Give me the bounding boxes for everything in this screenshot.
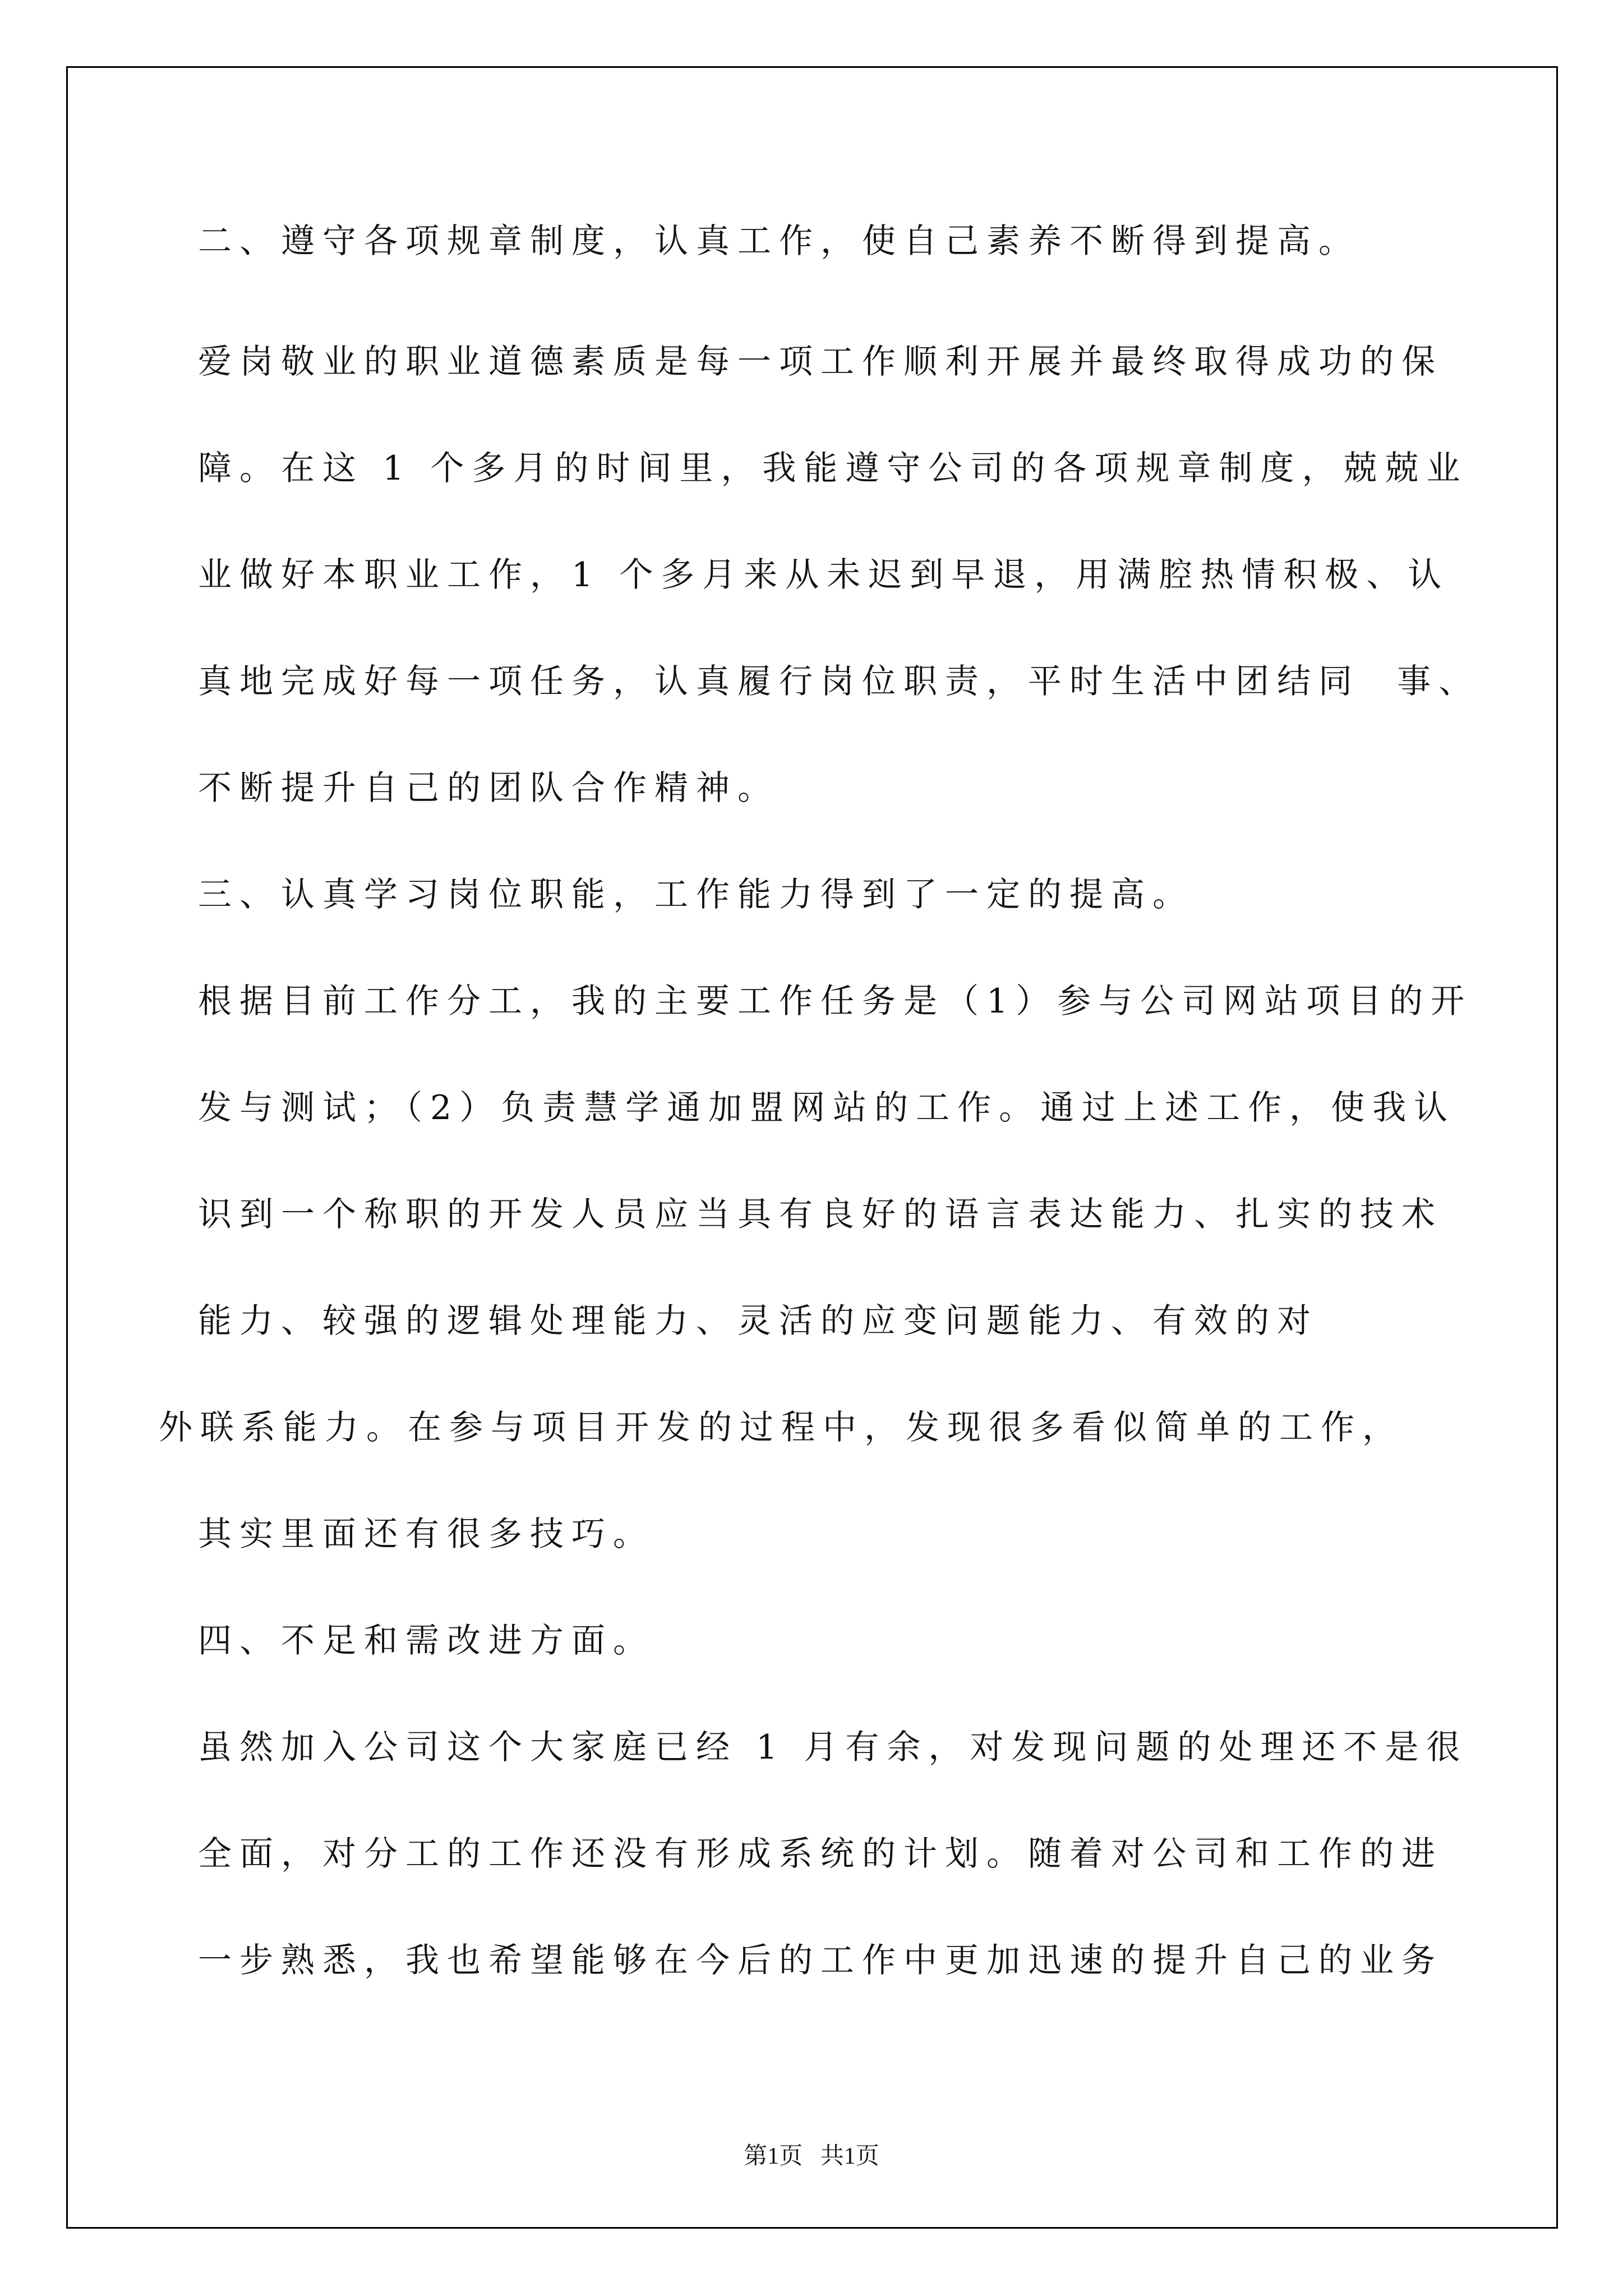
- body-line: 虽然加入公司这个大家庭已经 1 月有余，对发现问题的处理还不是很: [198, 1728, 1468, 1767]
- body-line: 业做好本职业工作，1 个多月来从未迟到早退，用满腔热情积极、认: [198, 555, 1450, 595]
- section-heading-3: 三、认真学习岗位职能，工作能力得到了一定的提高。: [198, 875, 1194, 914]
- body-line: 发与测试；（2）负责慧学通加盟网站的工作。通过上述工作，使我认: [198, 1088, 1456, 1128]
- body-line: 真地完成好每一项任务，认真履行岗位职责，平时生活中团结同 事、: [198, 662, 1481, 701]
- body-line: 能力、较强的逻辑处理能力、灵活的应变问题能力、有效的对: [198, 1301, 1318, 1341]
- body-line: 识到一个称职的开发人员应当具有良好的语言表达能力、扎实的技术: [198, 1195, 1443, 1234]
- body-line: 外联系能力。在参与项目开发的过程中，发现很多看似简单的工作，: [159, 1408, 1404, 1447]
- body-line: 全面，对分工的工作还没有形成系统的计划。随着对公司和工作的进: [198, 1834, 1443, 1874]
- body-line: 一步熟悉，我也希望能够在今后的工作中更加迅速的提升自己的业务: [198, 1941, 1443, 1980]
- body-line: 障。在这 1 个多月的时间里，我能遵守公司的各项规章制度，兢兢业: [198, 449, 1468, 488]
- page-border: [66, 66, 1558, 2229]
- page-number-footer: 第1页 共1页: [744, 2143, 879, 2169]
- body-line: 其实里面还有很多技巧。: [198, 1515, 654, 1554]
- body-line: 爱岗敬业的职业道德素质是每一项工作顺利开展并最终取得成功的保: [198, 342, 1443, 381]
- section-heading-2: 二、遵守各项规章制度，认真工作，使自己素养不断得到提高。: [198, 222, 1360, 261]
- body-line: 不断提升自己的团队合作精神。: [198, 769, 779, 808]
- section-heading-4: 四、不足和需改进方面。: [198, 1621, 654, 1660]
- body-line: 根据目前工作分工，我的主要工作任务是（1）参与公司网站项目的开: [198, 982, 1473, 1021]
